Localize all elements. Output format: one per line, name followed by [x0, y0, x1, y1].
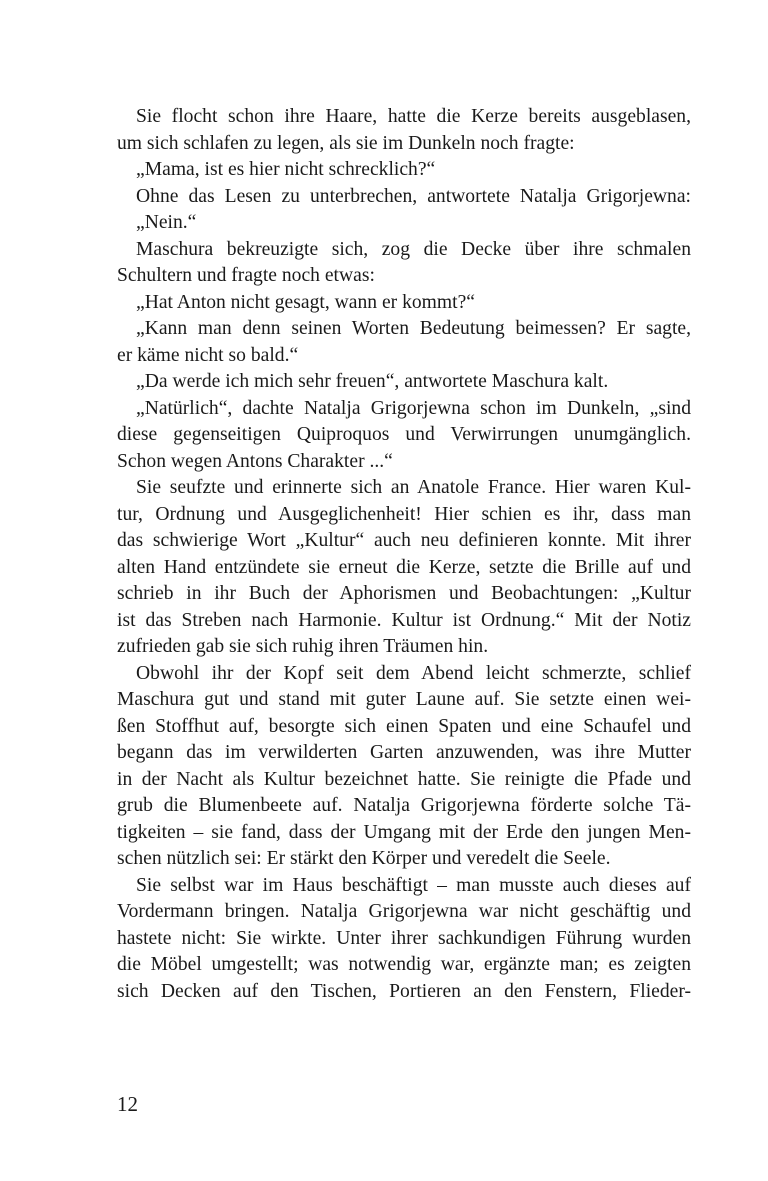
text-line: Sie selbst war im Haus beschäftigt – man musste auch dieses auf [136, 874, 691, 896]
text-line: „Da werde ich mich sehr freuen“, antwortete Maschura kalt. [136, 371, 609, 392]
body-text [117, 104, 691, 1005]
text-line: er käme nicht so bald.“ [117, 344, 299, 366]
text-line: Maschura bekreuzigte sich, zog die Decke über ihre schmalen [136, 238, 691, 260]
text-line: Maschura gut und stand mit guter Laune auf. Sie setzte einen wei- [117, 689, 691, 710]
text-line: ist das Streben nach Harmonie. Kultur ist Ordnung.“ Mit der Notiz [117, 609, 691, 631]
text-line: begann das im verwilderten Garten anzuwenden, was ihre Mutter [117, 742, 691, 763]
text-line: „Nein.“ [136, 212, 197, 233]
text-line: „Hat Anton nicht gesagt, wann er kommt?“ [136, 291, 475, 313]
text-line: schen nützlich sei: Er stärkt den Körper und veredelt die Seele. [117, 848, 611, 869]
text-line: die Möbel umgestellt; was notwendig war, ergänzte man; es zeigten [117, 954, 691, 975]
text-line: hastete nicht: Sie wirkte. Unter ihrer sachkundigen Führung wurden [117, 927, 691, 949]
text-line: Schultern und fragte noch etwas: [117, 265, 375, 286]
text-line: Vordermann bringen. Natalja Grigorjewna war nicht geschäftig und [117, 901, 691, 922]
text-line: zufrieden gab sie sich ruhig ihren Träumen hin. [117, 636, 489, 657]
text-line: Sie seufzte und erinnerte sich an Anatole France. Hier waren Kul- [136, 477, 691, 498]
text-line: um sich schlafen zu legen, als sie im Dunkeln noch fragte: [117, 132, 575, 154]
text-line: in der Nacht als Kultur bezeichnet hatte. Sie reinigte die Pfade und [117, 768, 691, 790]
text-line: grub die Blumenbeete auf. Natalja Grigorjewna förderte solche Tä- [117, 795, 691, 816]
text-line: Obwohl ihr der Kopf seit dem Abend leicht schmerzte, schlief [136, 662, 691, 684]
text-line: tigkeiten – sie fand, dass der Umgang mit der Erde den jungen Men- [117, 821, 691, 843]
text-line: tur, Ordnung und Ausgeglichenheit! Hier schien es ihr, dass man [117, 503, 691, 525]
text-line: sich Decken auf den Tischen, Portieren an den Fenstern, Flieder- [117, 980, 691, 1002]
text-line: ßen Stoffhut auf, besorgte sich einen Spaten und eine Schaufel und [117, 715, 691, 737]
page-number: 12 [117, 1092, 138, 1116]
text-line: Schon wegen Antons Charakter ...“ [117, 450, 393, 472]
text-line: „Natürlich“, dachte Natalja Grigorjewna schon im Dunkeln, „sind [136, 397, 691, 419]
text-line: schrieb in ihr Buch der Aphorismen und Beobachtungen: „Kultur [117, 583, 691, 604]
text-line: „Kann man denn seinen Worten Bedeutung beimessen? Er sagte, [136, 318, 691, 339]
text-line: das schwierige Wort „Kultur“ auch neu definieren konnte. Mit ihrer [117, 530, 691, 551]
text-line: alten Hand entzündete sie erneut die Kerze, setzte die Brille auf und [117, 556, 691, 578]
text-line: Ohne das Lesen zu unterbrechen, antwortete Natalja Grigorjewna: [136, 185, 691, 207]
text-line: Sie flocht schon ihre Haare, hatte die Kerze bereits ausgeblasen, [136, 106, 691, 127]
text-line: „Mama, ist es hier nicht schrecklich?“ [136, 159, 436, 180]
text-line: diese gegenseitigen Quiproquos und Verwirrungen unumgänglich. [117, 424, 691, 445]
